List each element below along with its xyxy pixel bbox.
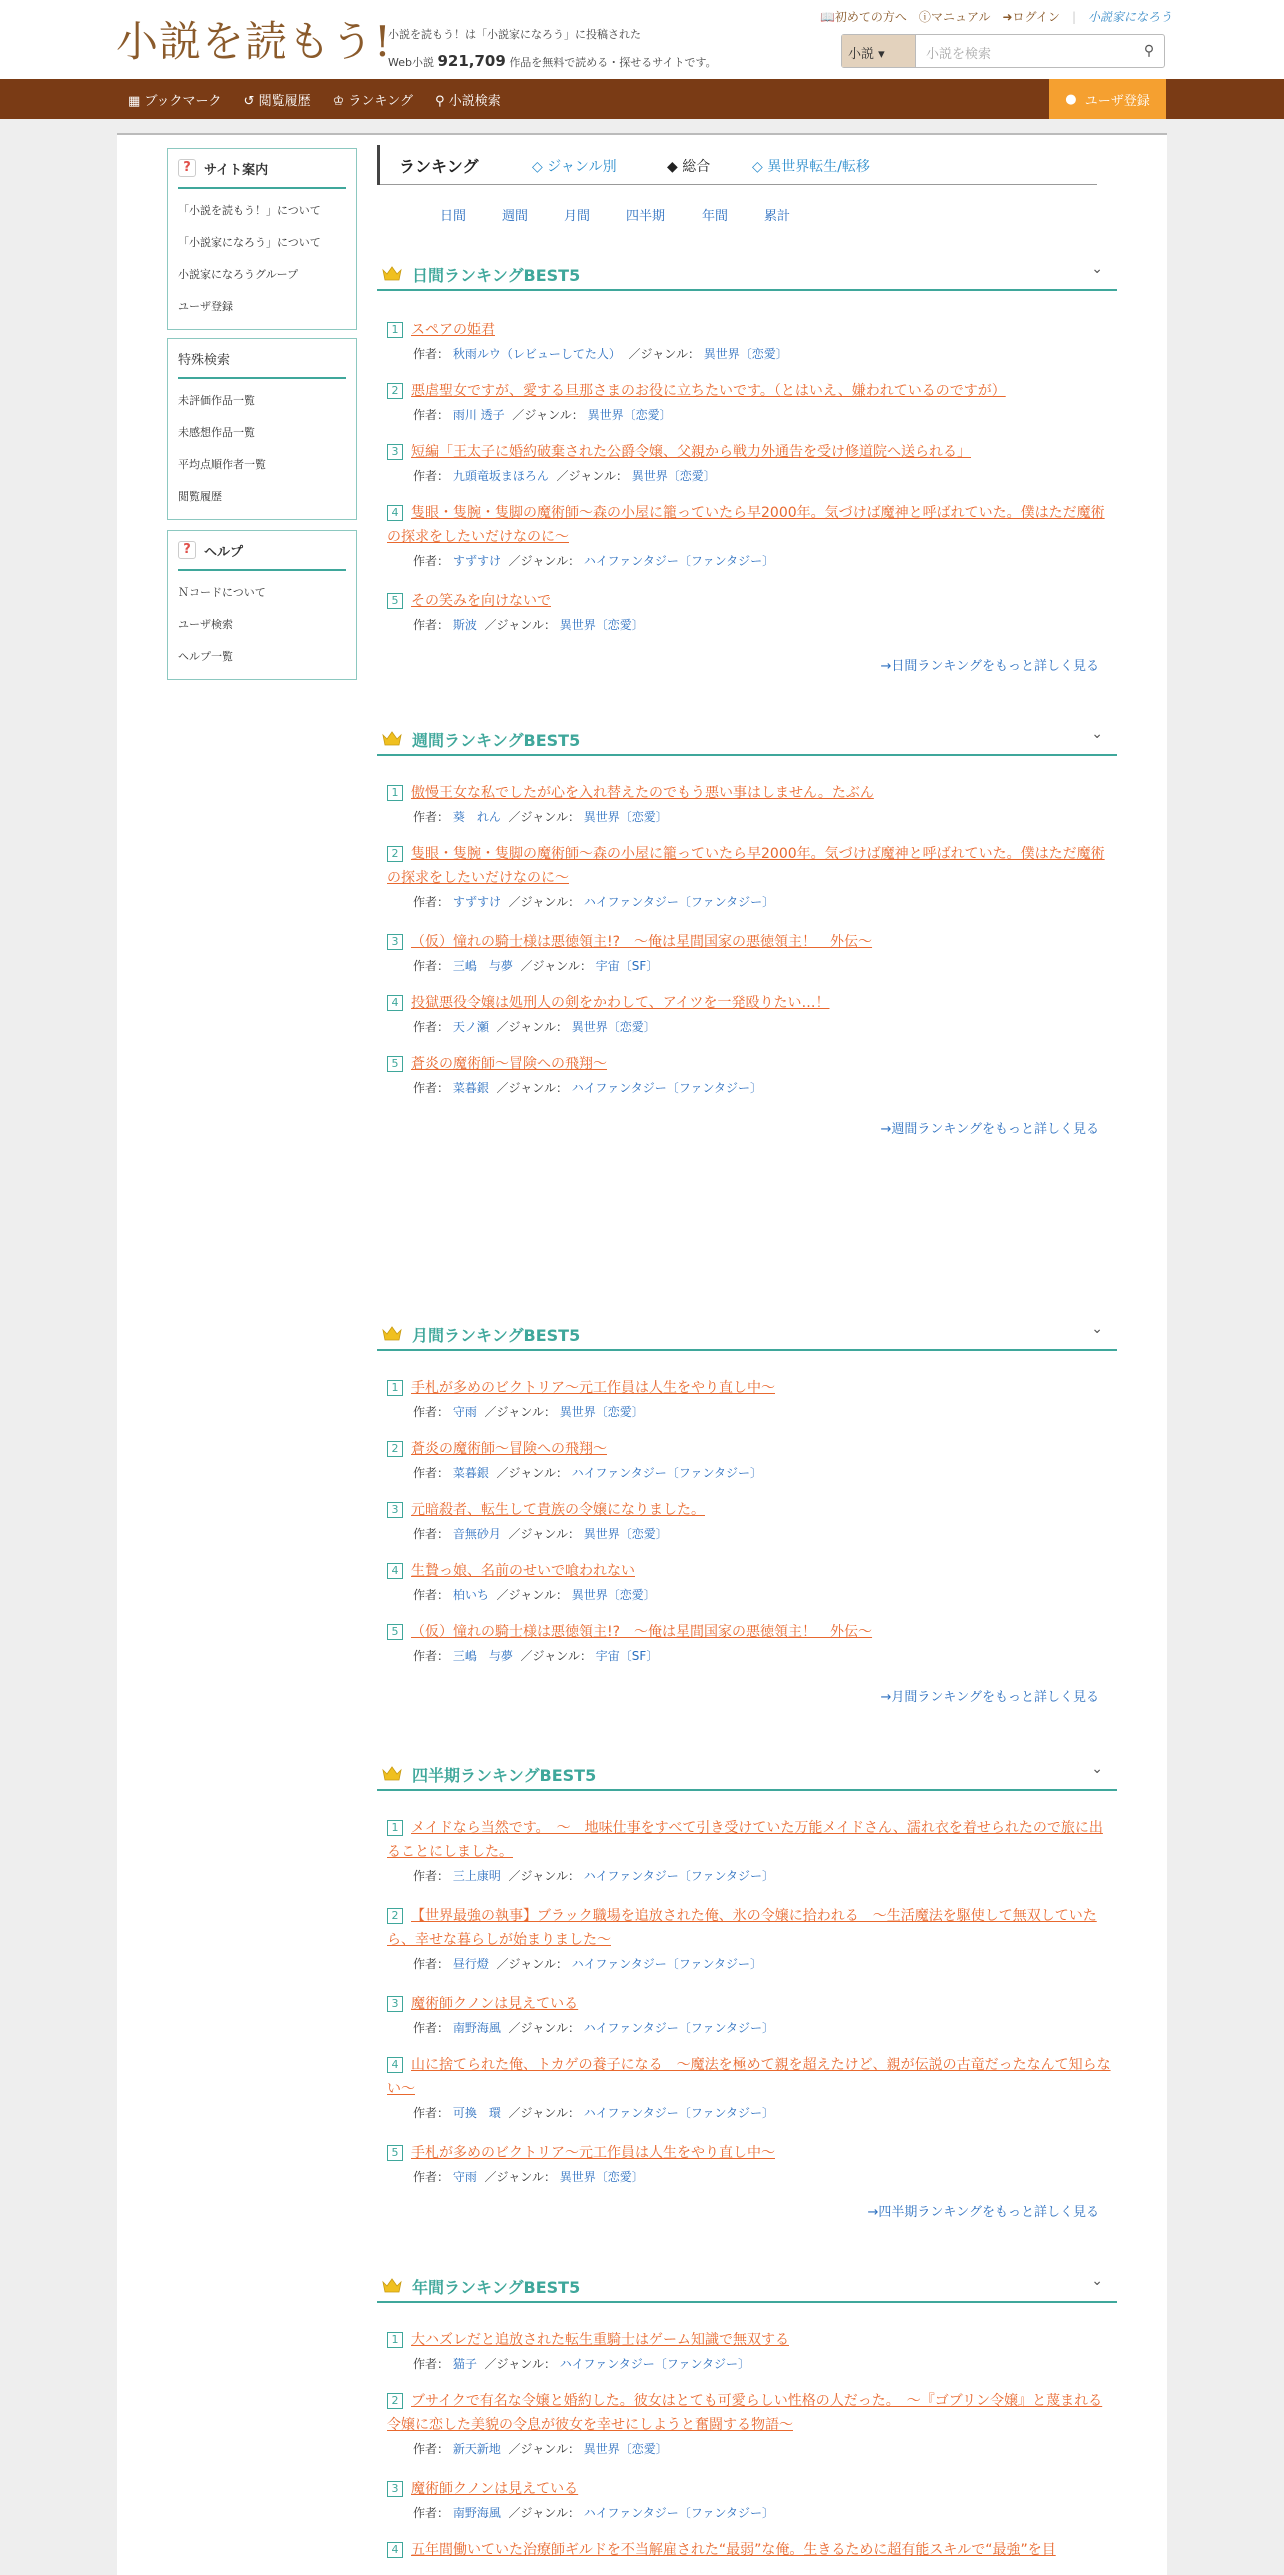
- entry-meta: 作者： すずすけ ／ジャンル： ハイファンタジー〔ファンタジー〕: [413, 895, 775, 909]
- list-item: [387, 2389, 1115, 2460]
- novel-title-link[interactable]: 5 （仮）憧れの騎士様は悪徳領主!? ～俺は星間国家の悪徳領主！ 外伝～: [387, 1620, 1115, 1644]
- entry-meta: 作者： 天ノ瀬 ／ジャンル： 異世界〔恋愛〕: [413, 1020, 656, 1034]
- more-ranking-link[interactable]: →週間ランキングをもっと詳しく見る: [880, 1122, 1099, 1137]
- entry-meta: 作者： 葵 れん ／ジャンル： 異世界〔恋愛〕: [413, 810, 668, 824]
- ranking-title: ランキング: [399, 157, 479, 176]
- special-search-item[interactable]: 未評価作品一覧: [178, 394, 255, 407]
- title-bar: [377, 145, 380, 185]
- ranking-section-header[interactable]: [377, 255, 1117, 291]
- list-item: [387, 930, 1115, 977]
- author-link[interactable]: 菜暮銀: [452, 1081, 489, 1095]
- rank-number: 1: [387, 322, 403, 338]
- list-item: [387, 318, 1115, 365]
- special-search-item[interactable]: 未感想作品一覧: [178, 426, 255, 439]
- list-item: [387, 1816, 1115, 1887]
- author-link[interactable]: 天ノ瀬: [452, 1020, 489, 1034]
- list-item: [387, 1052, 1115, 1099]
- rank-number: 1: [387, 1380, 403, 1396]
- genre-link[interactable]: 異世界〔恋愛〕: [559, 1405, 644, 1419]
- site-guide-heading: ? サイト案内: [178, 149, 346, 189]
- entry-meta: 作者： 昼行燈 ／ジャンル： ハイファンタジー〔ファンタジー〕: [413, 1957, 762, 1971]
- login-link[interactable]: ➜ログイン: [1002, 10, 1060, 24]
- list-item: [387, 781, 1115, 828]
- entry-meta: 作者： 斯波 ／ジャンル： 異世界〔恋愛〕: [413, 618, 644, 632]
- list-item: [387, 2053, 1115, 2124]
- crown-icon: [382, 730, 402, 746]
- list-item: [387, 1992, 1115, 2039]
- guide-item[interactable]: 小説家になろうグループ: [178, 268, 299, 281]
- rank-number: 3: [387, 1996, 403, 2012]
- author-link[interactable]: 守雨: [452, 1405, 477, 1419]
- list-item: [387, 1559, 1115, 1606]
- list-item: [387, 842, 1115, 913]
- period-links: [440, 205, 804, 224]
- list-item: [387, 2141, 1115, 2188]
- rank-number: 3: [387, 2481, 403, 2497]
- novel-title-link[interactable]: 4 五年間働いていた治療師ギルドを不当解雇された“最弱”な俺。生きるために超有能スキルで“最強”を目: [387, 2538, 1115, 2562]
- novel-title-link[interactable]: 1 大ハズレだと追放された転生重騎士はゲーム知識で無双する: [387, 2328, 1115, 2352]
- list-item: [387, 501, 1115, 572]
- period-yearly[interactable]: 年間: [702, 209, 729, 224]
- entry-meta: 作者： 南野海風 ／ジャンル： ハイファンタジー〔ファンタジー〕: [413, 2021, 774, 2035]
- novel-title-link[interactable]: 5 その笑みを向けないで: [387, 589, 1115, 613]
- list-item: [387, 1904, 1115, 1975]
- site-tagline: [388, 22, 717, 76]
- list-item: [387, 1498, 1115, 1545]
- period-daily[interactable]: 日間: [440, 209, 467, 224]
- genre-link[interactable]: 異世界〔恋愛〕: [559, 618, 644, 632]
- entry-meta: 作者： 猫子 ／ジャンル： ハイファンタジー〔ファンタジー〕: [413, 2357, 750, 2371]
- rank-number: 2: [387, 1441, 403, 1457]
- rank-number: 3: [387, 934, 403, 950]
- ranking-tabs: [377, 145, 1097, 185]
- entry-meta: 作者： すずすけ ／ジャンル： ハイファンタジー〔ファンタジー〕: [413, 554, 775, 568]
- section-title: 週間ランキングBEST5: [412, 731, 581, 750]
- entry-meta: 作者： 新天新地 ／ジャンル： 異世界〔恋愛〕: [413, 2442, 668, 2456]
- genre-link[interactable]: ハイファンタジー〔ファンタジー〕: [571, 1466, 762, 1480]
- genre-link[interactable]: 異世界〔恋愛〕: [583, 810, 668, 824]
- novel-title-link[interactable]: 2 悪虐聖女ですが、愛する旦那さまのお役に立ちたいです。（とはいえ、嫌われているのですが）: [387, 379, 1115, 403]
- genre-link[interactable]: ハイファンタジー〔ファンタジー〕: [583, 1869, 774, 1883]
- tagline-line-2: Web小説 921,709 作品を無料で読める・探せるサイトです。: [388, 52, 717, 70]
- genre-link[interactable]: ハイファンタジー〔ファンタジー〕: [559, 2357, 750, 2371]
- rank-number: 4: [387, 505, 403, 521]
- genre-link[interactable]: 異世界〔恋愛〕: [587, 408, 672, 422]
- period-total[interactable]: 累計: [764, 209, 791, 224]
- genre-link[interactable]: 異世界〔恋愛〕: [583, 1527, 668, 1541]
- rank-number: 1: [387, 1820, 403, 1836]
- user-register-button[interactable]: ● ユーザ登録: [1049, 79, 1166, 119]
- site-header: [0, 0, 1284, 79]
- author-link[interactable]: 猫子: [452, 2357, 477, 2371]
- author-link[interactable]: 斯波: [452, 618, 477, 632]
- author-link[interactable]: 三嶋 与夢: [452, 959, 513, 973]
- question-icon: ?: [178, 541, 196, 559]
- search-icon: ⚲: [435, 93, 445, 109]
- author-link[interactable]: 守雨: [452, 2170, 477, 2184]
- ranking-section-header[interactable]: [377, 1315, 1117, 1351]
- author-link[interactable]: 可換 環: [452, 2106, 501, 2120]
- entry-meta: 作者： 秋雨ルウ（レビューしてた人） ／ジャンル： 異世界〔恋愛〕: [413, 347, 788, 361]
- novel-title-link[interactable]: 5 手札が多めのビクトリア〜元工作員は人生をやり直し中〜: [387, 2141, 1115, 2165]
- crown-icon: [382, 265, 402, 281]
- tagline-line-1: 小説を読もう！は「小説家になろう」に投稿された: [388, 28, 641, 41]
- entry-meta: 作者： 三嶋 与夢 ／ジャンル： 宇宙〔SF〕: [413, 1649, 659, 1663]
- site-logo[interactable]: 小説を読もう!: [116, 17, 392, 66]
- search-type-select[interactable]: 小説 ▾: [842, 35, 916, 67]
- list-item: [387, 379, 1115, 426]
- rank-number: 4: [387, 1563, 403, 1579]
- tab-genre[interactable]: ◇ ジャンル別: [532, 159, 617, 175]
- novel-title-link[interactable]: 5 蒼炎の魔術師〜冒険への飛翔〜: [387, 1052, 1115, 1076]
- novel-title-link[interactable]: 1 スペアの姫君: [387, 318, 1115, 342]
- entry-meta: 作者： 三嶋 与夢 ／ジャンル： 宇宙〔SF〕: [413, 959, 659, 973]
- genre-link[interactable]: ハイファンタジー〔ファンタジー〕: [583, 895, 775, 909]
- section-title: 年間ランキングBEST5: [412, 2278, 581, 2297]
- help-item[interactable]: ヘルプ一覧: [178, 650, 233, 663]
- genre-link[interactable]: ハイファンタジー〔ファンタジー〕: [583, 2506, 774, 2520]
- entry-meta: 作者： 守雨 ／ジャンル： 異世界〔恋愛〕: [413, 2170, 644, 2184]
- author-link[interactable]: 柏いち: [452, 1588, 489, 1602]
- rank-number: 4: [387, 995, 403, 1011]
- help-item[interactable]: Ｎコードについて: [178, 586, 266, 599]
- genre-link[interactable]: ハイファンタジー〔ファンタジー〕: [583, 2106, 774, 2120]
- novel-title-link[interactable]: 3 （仮）憧れの騎士様は悪徳領主!? ～俺は星間国家の悪徳領主！ 外伝～: [387, 930, 1115, 954]
- section-title: 四半期ランキングBEST5: [412, 1766, 597, 1785]
- list-item: [387, 991, 1115, 1038]
- novel-title-link[interactable]: 4 隻眼・隻腕・隻脚の魔術師～森の小屋に籠っていたら早2000年。気づけば魔神と呼ばれていた。僕はただ魔術の探求をしたいだけなのに～: [387, 505, 1105, 545]
- genre-link[interactable]: 異世界〔恋愛〕: [571, 1588, 656, 1602]
- novel-title-link[interactable]: 2 【世界最強の執事】ブラック職場を追放された俺、氷の令嬢に拾われる ～生活魔法を駆使して無双していたら、幸せな暮らしが始まりました～: [387, 1908, 1097, 1948]
- genre-link[interactable]: 異世界〔恋愛〕: [583, 2442, 668, 2456]
- tab-overall[interactable]: ◆ 総合: [667, 159, 711, 175]
- divider: |: [1071, 9, 1076, 24]
- list-item: [387, 2538, 1115, 2562]
- author-link[interactable]: 南野海風: [452, 2506, 501, 2520]
- author-link[interactable]: 音無砂月: [452, 1527, 501, 1541]
- page-content: [117, 135, 1167, 2575]
- rank-number: 5: [387, 1624, 403, 1640]
- chevron-down-icon[interactable]: ⌄: [1091, 1321, 1103, 1337]
- period-monthly[interactable]: 月間: [564, 209, 591, 224]
- list-item: [387, 1620, 1115, 1667]
- period-quarterly[interactable]: 四半期: [626, 209, 666, 224]
- guide-item[interactable]: 「小説家になろう」について: [178, 236, 321, 249]
- novel-title-link[interactable]: 4 生贄っ娘、名前のせいで喰われない: [387, 1559, 1115, 1583]
- more-ranking-link[interactable]: →日間ランキングをもっと詳しく見る: [880, 659, 1099, 674]
- nav-bookmark[interactable]: ▦ ブックマーク: [128, 93, 222, 109]
- list-item: [387, 2477, 1115, 2524]
- nav-history[interactable]: ↺ 閲覧履歴: [243, 93, 311, 109]
- author-link[interactable]: 三上康明: [452, 1869, 501, 1883]
- search-icon[interactable]: ⚲: [1143, 43, 1155, 59]
- author-link[interactable]: 新天新地: [452, 2442, 501, 2456]
- novel-title-link[interactable]: 3 元暗殺者、転生して貴族の令嬢になりました。: [387, 1498, 1115, 1522]
- novel-title-link[interactable]: 2 隻眼・隻腕・隻脚の魔術師～森の小屋に籠っていたら早2000年。気づけば魔神と呼ばれていた。僕はただ魔術の探求をしたいだけなのに～: [387, 846, 1105, 886]
- nav-search[interactable]: ⚲ 小説検索: [435, 93, 501, 109]
- search-input[interactable]: 小説を検索: [926, 47, 992, 62]
- special-search-box: [167, 338, 357, 520]
- entry-meta: 作者： 可換 環 ／ジャンル： ハイファンタジー〔ファンタジー〕: [413, 2106, 774, 2120]
- list-item: [387, 1437, 1115, 1484]
- novel-title-link[interactable]: 2 蒼炎の魔術師〜冒険への飛翔〜: [387, 1437, 1115, 1461]
- special-search-heading: 特殊検索: [178, 339, 346, 379]
- author-link[interactable]: すずすけ: [452, 895, 501, 909]
- list-item: [387, 2328, 1115, 2375]
- author-link[interactable]: 三嶋 与夢: [452, 1649, 513, 1663]
- genre-link[interactable]: 異世界〔恋愛〕: [703, 347, 788, 361]
- rank-number: 3: [387, 444, 403, 460]
- main-nav: [0, 79, 1284, 119]
- genre-link[interactable]: ハイファンタジー〔ファンタジー〕: [583, 554, 775, 568]
- beginner-link[interactable]: 📖初めての方へ: [819, 10, 907, 24]
- more-ranking-link[interactable]: →月間ランキングをもっと詳しく見る: [880, 1690, 1099, 1705]
- history-icon: ↺: [243, 93, 255, 109]
- more-ranking-link[interactable]: →四半期ランキングをもっと詳しく見る: [867, 2205, 1099, 2220]
- rank-number: 5: [387, 2145, 403, 2161]
- genre-link[interactable]: 異世界〔恋愛〕: [559, 2170, 644, 2184]
- section-title: 日間ランキングBEST5: [412, 266, 581, 285]
- novel-title-link[interactable]: 3 魔術師クノンは見えている: [387, 1992, 1115, 2016]
- novel-title-link[interactable]: 4 山に捨てられた俺、トカゲの養子になる ～魔法を極めて親を超えたけど、親が伝説の古竜だったなんて知らない～: [387, 2057, 1111, 2097]
- guide-item[interactable]: ユーザ登録: [178, 300, 233, 313]
- rank-number: 1: [387, 2332, 403, 2348]
- ranking-section-header[interactable]: [377, 1755, 1117, 1791]
- help-box: [167, 530, 357, 680]
- special-search-item[interactable]: 閲覧履歴: [178, 490, 222, 503]
- rank-number: 2: [387, 1908, 403, 1924]
- nav-ranking[interactable]: ♔ ランキング: [332, 93, 414, 109]
- site-guide-box: [167, 148, 357, 330]
- section-title: 月間ランキングBEST5: [412, 1326, 581, 1345]
- entry-meta: 作者： 南野海風 ／ジャンル： ハイファンタジー〔ファンタジー〕: [413, 2506, 774, 2520]
- entry-meta: 作者： 雨川 透子 ／ジャンル： 異世界〔恋愛〕: [413, 408, 672, 422]
- crown-icon: [382, 1765, 402, 1781]
- work-count: 921,709: [437, 52, 506, 70]
- genre-link[interactable]: 異世界〔恋愛〕: [631, 469, 716, 483]
- rank-number: 2: [387, 846, 403, 862]
- help-heading: ? ヘルプ: [178, 531, 346, 571]
- genre-link[interactable]: 宇宙〔SF〕: [595, 959, 659, 973]
- rank-number: 1: [387, 785, 403, 801]
- entry-meta: 作者： 菜暮銀 ／ジャンル： ハイファンタジー〔ファンタジー〕: [413, 1081, 762, 1095]
- search-box: [841, 34, 1165, 68]
- rank-number: 2: [387, 383, 403, 399]
- rank-number: 4: [387, 2542, 403, 2558]
- question-icon: ?: [178, 159, 196, 177]
- author-link[interactable]: 菜暮銀: [452, 1466, 489, 1480]
- entry-meta: 作者： 音無砂月 ／ジャンル： 異世界〔恋愛〕: [413, 1527, 668, 1541]
- guide-item[interactable]: 「小説を読もう！」について: [178, 204, 321, 217]
- rank-number: 2: [387, 2393, 403, 2409]
- author-link[interactable]: 南野海風: [452, 2021, 501, 2035]
- top-links: [820, 8, 1172, 25]
- genre-link[interactable]: 宇宙〔SF〕: [595, 1649, 659, 1663]
- chevron-down-icon[interactable]: ⌄: [1091, 2273, 1103, 2289]
- list-item: [387, 440, 1115, 487]
- entry-meta: 作者： 柏いち ／ジャンル： 異世界〔恋愛〕: [413, 1588, 656, 1602]
- entry-meta: 作者： 九頭竜坂まほろん ／ジャンル： 異世界〔恋愛〕: [413, 469, 716, 483]
- chevron-down-icon[interactable]: ⌄: [1091, 726, 1103, 742]
- novel-title-link[interactable]: 4 投獄悪役令嬢は処刑人の剣をかわして、アイツを一発殴りたい…！: [387, 991, 1115, 1015]
- narou-brand-link[interactable]: 小説家になろう: [1087, 10, 1172, 24]
- chevron-down-icon[interactable]: ⌄: [1091, 261, 1103, 277]
- rank-number: 3: [387, 1502, 403, 1518]
- novel-title-link[interactable]: 1 手札が多めのビクトリア〜元工作員は人生をやり直し中〜: [387, 1376, 1115, 1400]
- author-link[interactable]: 九頭竜坂まほろん: [452, 469, 549, 483]
- novel-title-link[interactable]: 3 短編「王太子に婚約破棄された公爵令嬢、父親から戦力外通告を受け修道院へ送られる」: [387, 440, 1115, 464]
- genre-link[interactable]: 異世界〔恋愛〕: [571, 1020, 656, 1034]
- genre-link[interactable]: ハイファンタジー〔ファンタジー〕: [571, 1081, 762, 1095]
- chevron-down-icon[interactable]: ⌄: [1091, 1761, 1103, 1777]
- entry-meta: 作者： 三上康明 ／ジャンル： ハイファンタジー〔ファンタジー〕: [413, 1869, 774, 1883]
- novel-title-link[interactable]: 3 魔術師クノンは見えている: [387, 2477, 1115, 2501]
- author-link[interactable]: 昼行燈: [452, 1957, 489, 1971]
- bookmark-icon: ▦: [128, 93, 141, 109]
- entry-meta: 作者： 守雨 ／ジャンル： 異世界〔恋愛〕: [413, 1405, 644, 1419]
- crown-icon: [382, 2277, 402, 2293]
- entry-meta: 作者： 菜暮銀 ／ジャンル： ハイファンタジー〔ファンタジー〕: [413, 1466, 762, 1480]
- author-link[interactable]: 秋雨ルウ（レビューしてた人）: [452, 347, 621, 361]
- rank-number: 5: [387, 593, 403, 609]
- genre-link[interactable]: ハイファンタジー〔ファンタジー〕: [583, 2021, 774, 2035]
- author-link[interactable]: すずすけ: [452, 554, 501, 568]
- chevron-down-icon: ▾: [878, 47, 885, 62]
- help-item[interactable]: ユーザ検索: [178, 618, 233, 631]
- author-link[interactable]: 雨川 透子: [452, 408, 505, 422]
- genre-link[interactable]: ハイファンタジー〔ファンタジー〕: [571, 1957, 762, 1971]
- list-item: [387, 589, 1115, 636]
- list-item: [387, 1376, 1115, 1423]
- special-search-item[interactable]: 平均点順作者一覧: [178, 458, 266, 471]
- crown-icon: ♔: [332, 93, 345, 109]
- rank-number: 5: [387, 1056, 403, 1072]
- crown-icon: [382, 1325, 402, 1341]
- novel-title-link[interactable]: 1 傲慢王女な私でしたが心を入れ替えたのでもう悪い事はしません。たぶん: [387, 781, 1115, 805]
- tab-isekai[interactable]: ◇ 異世界転生/転移: [752, 159, 870, 175]
- manual-link[interactable]: ⓘマニュアル: [918, 10, 991, 24]
- novel-title-link[interactable]: 1 メイドなら当然です。 ～ 地味仕事をすべて引き受けていた万能メイドさん、濡れ衣を着せられたので旅に出ることにしました。: [387, 1820, 1103, 1860]
- ranking-section-header[interactable]: [377, 2267, 1117, 2303]
- novel-title-link[interactable]: 2 ブサイクで有名な令嬢と婚約した。彼女はとても可愛らしい性格の人だった。 ～『ゴブリン令嬢』と蔑まれる令嬢に恋した美貌の令息が彼女を幸せにしようと奮闘する物語～: [387, 2393, 1103, 2433]
- author-link[interactable]: 葵 れん: [452, 810, 501, 824]
- ranking-section-header[interactable]: [377, 720, 1117, 756]
- rank-number: 4: [387, 2057, 403, 2073]
- user-icon: ●: [1065, 91, 1077, 107]
- period-weekly[interactable]: 週間: [502, 209, 529, 224]
